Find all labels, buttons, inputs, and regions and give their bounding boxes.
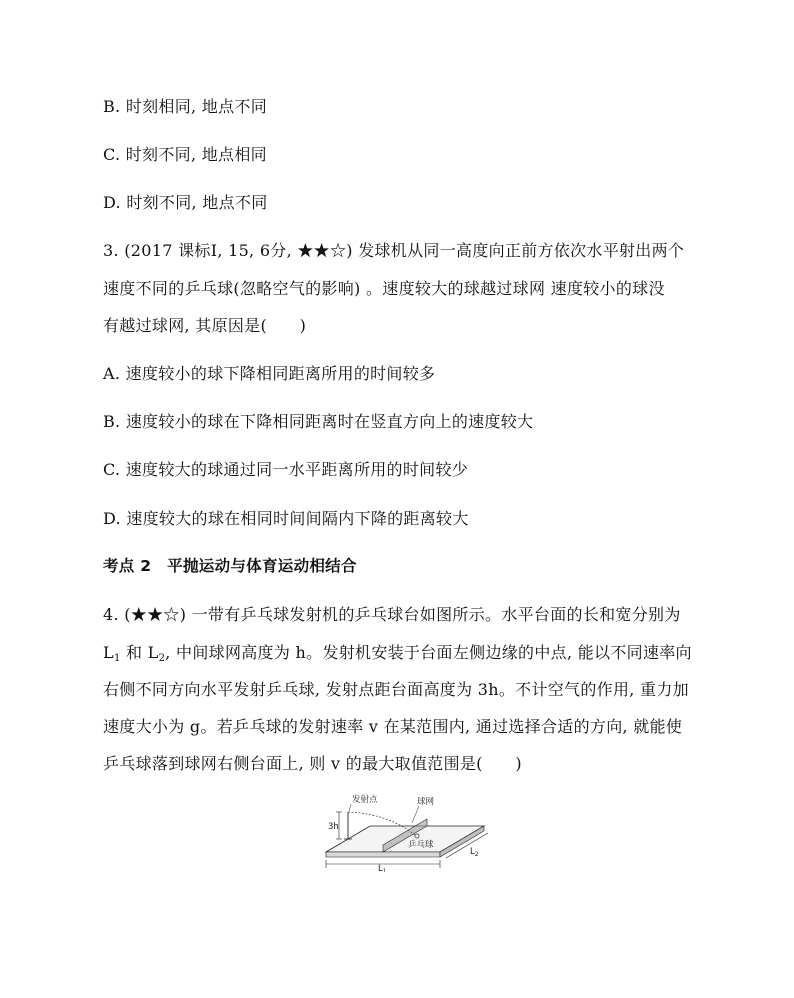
option-q3-a: A. 速度较小的球下降相同距离所用的时间较多 — [103, 364, 436, 383]
section-heading: 考点 2 平抛运动与体育运动相结合 — [103, 557, 357, 575]
table-front-edge — [326, 852, 440, 857]
q4-stem-line-1: 4. (★★☆) 一带有乒乓球发射机的乒乓球台如图所示。水平台面的长和宽分别为 — [103, 605, 681, 624]
q3-stem-line-3: 有越过球网, 其原因是( ) — [103, 316, 307, 335]
l2-subscript: 2 — [158, 653, 166, 664]
label-net: 球网 — [417, 797, 435, 807]
and-l2-text: 和 L — [120, 643, 159, 662]
option-q2-c: C. 时刻不同, 地点相同 — [103, 145, 267, 164]
q4-stem-line-4: 速度大小为 g。若乒乓球的发射速率 v 在某范围内, 通过选择合适的方向, 就能使 — [103, 717, 683, 736]
option-q3-c: C. 速度较大的球通过同一水平距离所用的时间较少 — [103, 460, 469, 479]
option-q2-d: D. 时刻不同, 地点不同 — [103, 193, 268, 212]
q4-stem-line-2 — [103, 640, 692, 664]
option-q3-b: B. 速度较小的球在下降相同距离时在竖直方向上的速度较大 — [103, 412, 534, 431]
option-q3-d: D. 速度较大的球在相同时间间隔内下降的距离较大 — [103, 509, 469, 528]
label-height: 3h — [328, 822, 339, 832]
ping-pong-table-figure — [320, 792, 490, 872]
q3-stem-line-2: 速度不同的乒乓球(忽略空气的影响) 。速度较大的球越过球网 速度较小的球没 — [103, 279, 665, 298]
label-ball: 乒乓球 — [408, 840, 434, 850]
option-q2-b: B. 时刻相同, 地点不同 — [103, 97, 268, 116]
label-l2: $L_2$ — [470, 847, 479, 858]
q4-stem-line-3: 右侧不同方向水平发射乒乓球, 发射点距台面高度为 3h。不计空气的作用, 重力加 — [103, 680, 689, 699]
net-leader — [412, 806, 419, 823]
q3-stem-line-1: 3. (2017 课标Ⅰ, 15, 6分, ★★☆) 发球机从同一高度向正前方依次水平射出两个 — [103, 241, 685, 260]
launch-leader — [349, 804, 351, 811]
label-l1: $L_1$ — [378, 864, 387, 872]
q4-stem-line-5: 乒乓球落到球网右侧台面上, 则 v 的最大取值范围是( ) — [103, 754, 522, 773]
l1-symbol: L — [103, 643, 114, 662]
l1-subscript: 1 — [113, 653, 121, 664]
q4-line-2-rest: , 中间球网高度为 h。发射机安装于台面左侧边缘的中点, 能以不同速率向 — [165, 643, 692, 662]
label-launch-point: 发射点 — [352, 795, 378, 805]
ball — [415, 834, 419, 838]
